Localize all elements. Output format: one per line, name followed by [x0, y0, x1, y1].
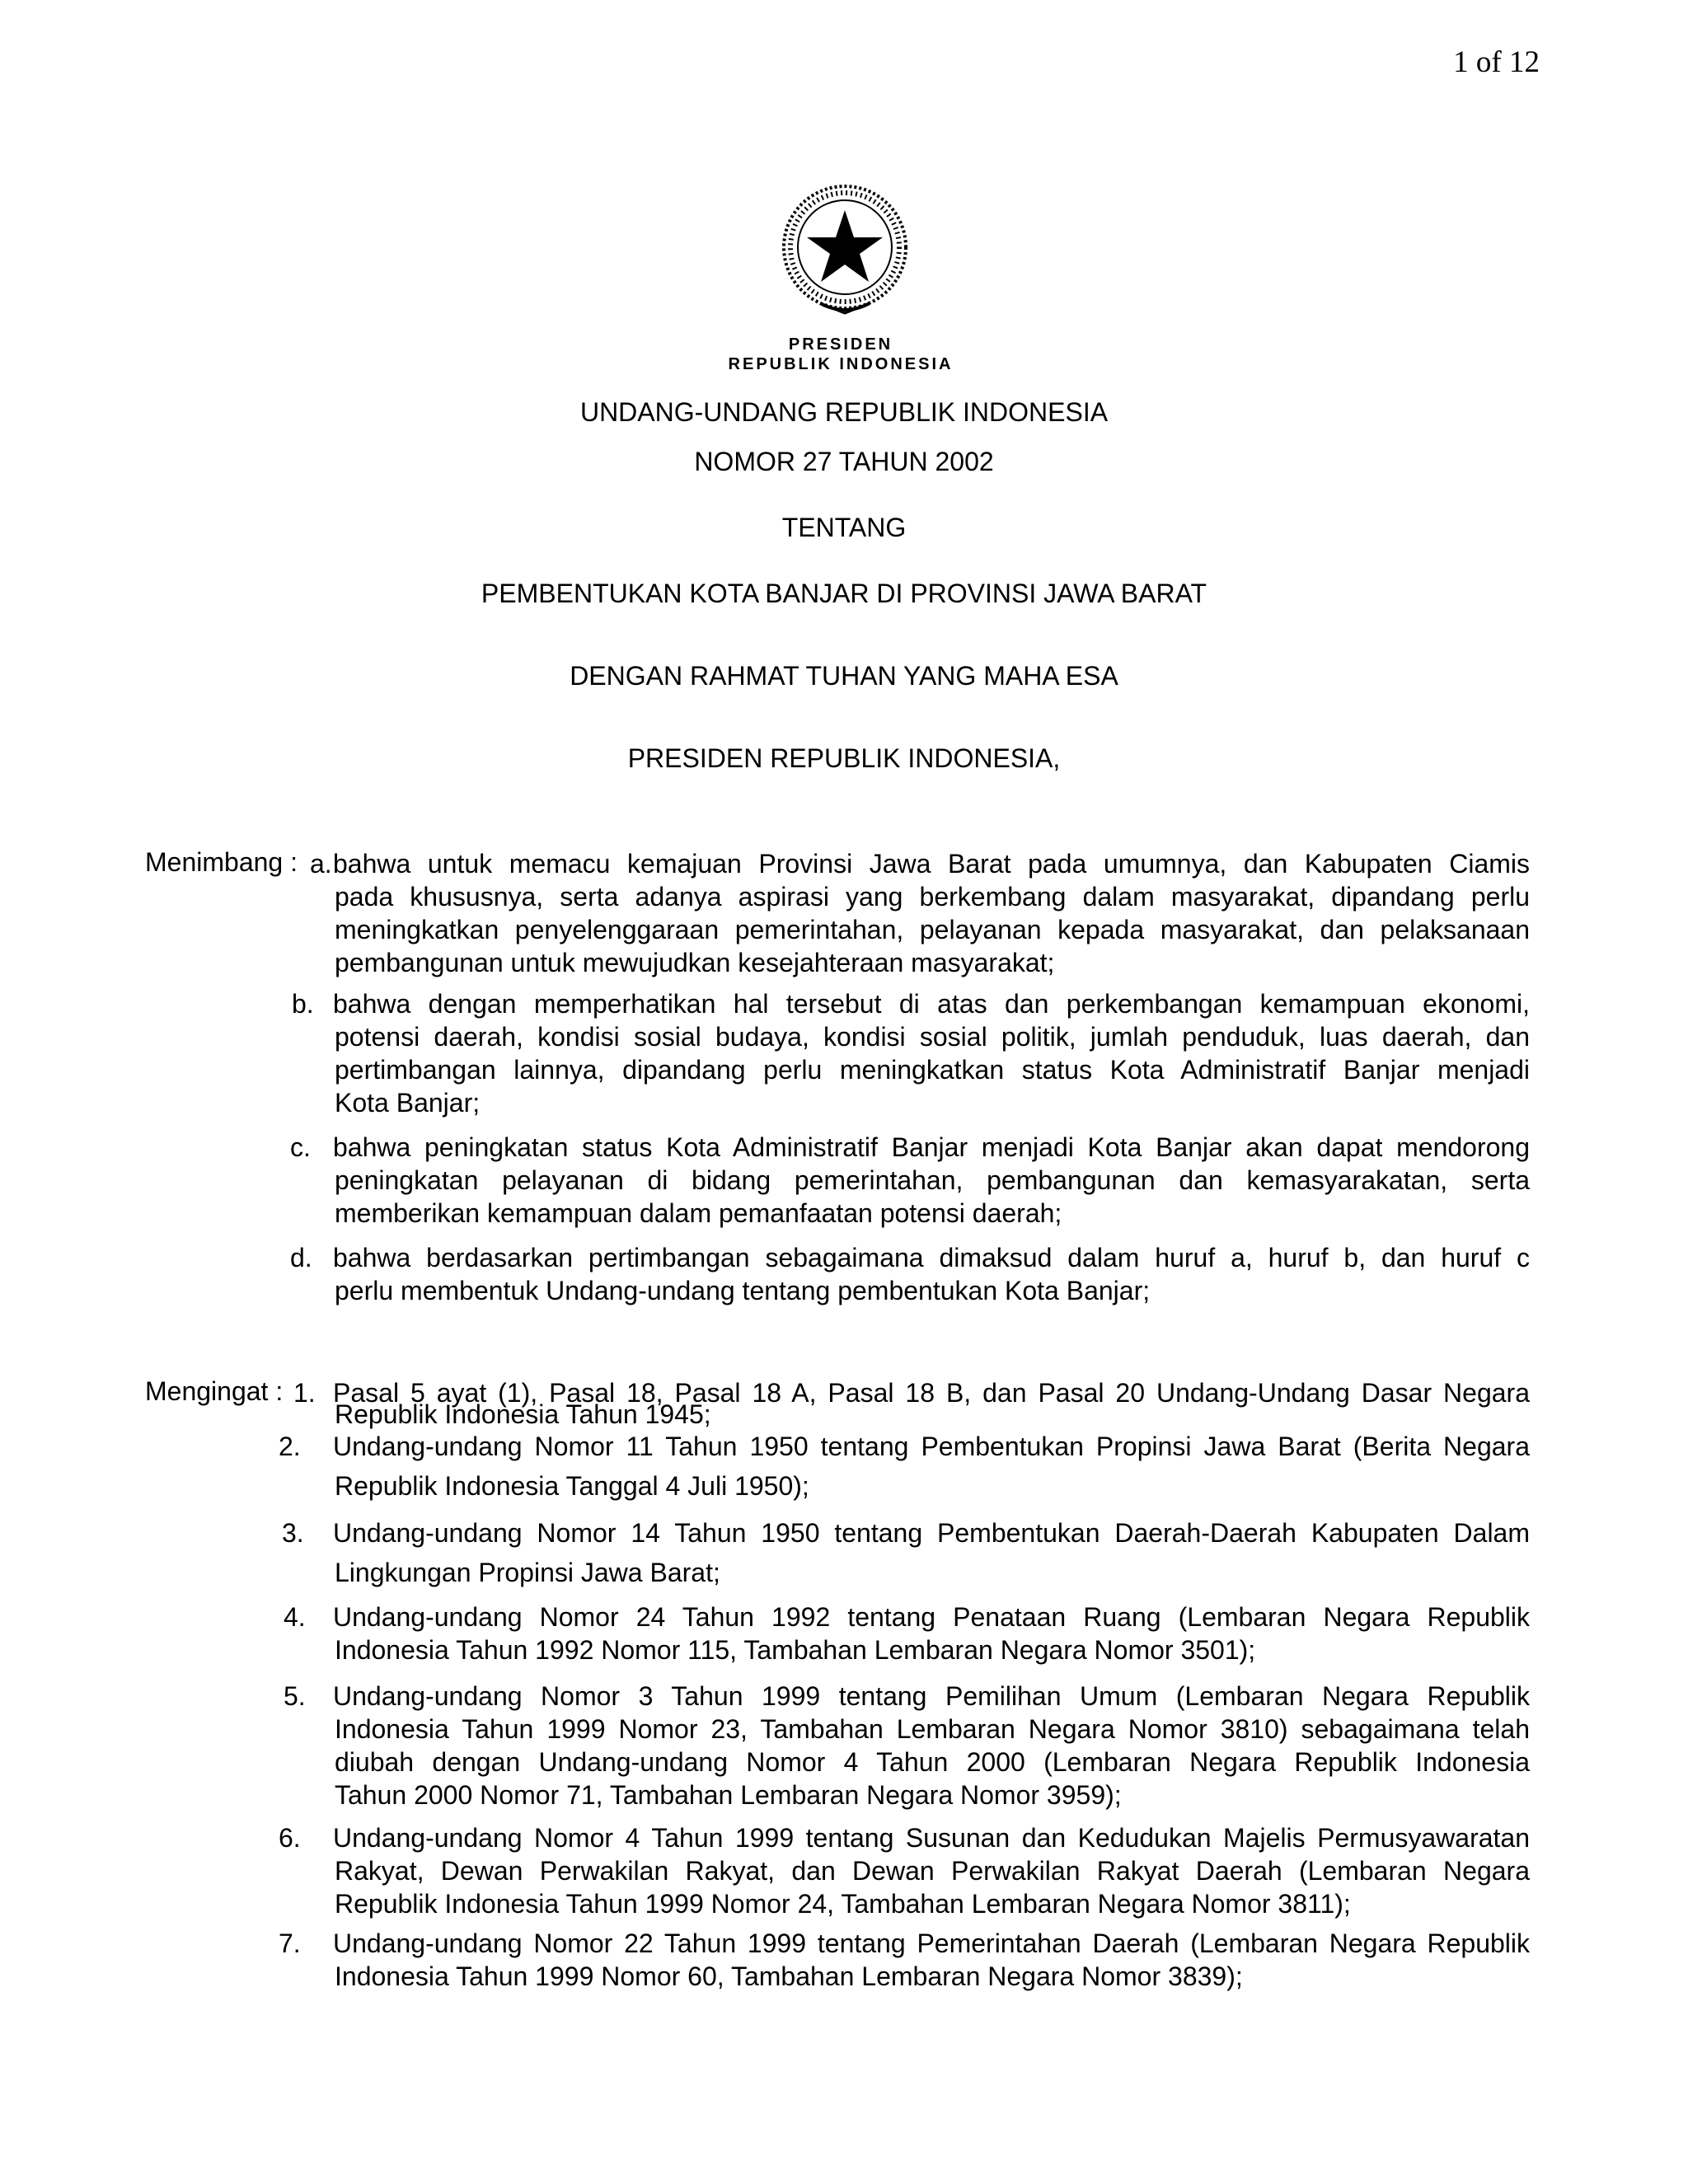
law-subject: PEMBENTUKAN KOTA BANJAR DI PROVINSI JAWA BARAT	[481, 579, 1207, 608]
item-line	[279, 1927, 1530, 1960]
item-marker: b.	[292, 989, 314, 1019]
item-text: Undang-undang Nomor 24 Tahun 1992 tentang Penataan Ruang (Lembaran Negara Republik	[333, 1602, 1530, 1632]
item-line: Indonesia Tahun 1999 Nomor 23, Tambahan Lembaran Negara Nomor 3810) sebagaimana telah	[335, 1714, 1530, 1744]
item-line: perlu membentuk Undang-undang tentang pembentukan Kota Banjar;	[335, 1276, 1151, 1305]
about-heading: TENTANG	[781, 513, 907, 542]
item-text: Undang-undang Nomor 4 Tahun 1999 tentang Susunan dan Kedudukan Majelis Permusyawaratan	[333, 1823, 1530, 1853]
item-text: Pasal 5 ayat (1), Pasal 18, Pasal 18 A, Pasal 18 B, dan Pasal 20 Undang-Undang Dasar Negara	[333, 1378, 1530, 1408]
emblem-caption-line2: REPUBLIK INDONESIA	[728, 355, 954, 373]
item-line	[292, 987, 1530, 1020]
mengingat-item	[293, 1376, 1530, 1431]
item-line	[284, 1601, 1530, 1633]
menimbang-item	[290, 1131, 1530, 1230]
emblem-caption	[659, 335, 1022, 374]
item-line: pertimbangan lainnya, dipandang perlu meningkatkan status Kota Administratif Banjar menjadi	[335, 1055, 1530, 1085]
item-line: Republik Indonesia Tanggal 4 Juli 1950);	[335, 1471, 809, 1501]
item-line	[279, 1821, 1530, 1854]
item-line: Republik Indonesia Tahun 1945;	[335, 1399, 711, 1429]
item-marker: c.	[290, 1132, 311, 1162]
item-marker: 1.	[293, 1378, 316, 1408]
menimbang-item	[290, 1241, 1530, 1307]
item-text: bahwa peningkatan status Kota Administratif Banjar menjadi Kota Banjar akan dapat mendorong	[333, 1132, 1530, 1162]
item-text: Undang-undang Nomor 11 Tahun 1950 tentang Pembentukan Propinsi Jawa Barat (Berita Negara	[333, 1432, 1530, 1461]
item-text: Undang-undang Nomor 22 Tahun 1999 tentang Pemerintahan Daerah (Lembaran Negara Republik	[333, 1929, 1530, 1958]
item-line	[279, 1430, 1530, 1463]
item-text: Undang-undang Nomor 14 Tahun 1950 tentang Pembentukan Daerah-Daerah Kabupaten Dalam	[333, 1518, 1530, 1548]
law-number: NOMOR 27 TAHUN 2002	[694, 447, 994, 476]
item-line: Indonesia Tahun 1992 Nomor 115, Tambahan Lembaran Negara Nomor 3501);	[335, 1635, 1256, 1665]
item-line: Tahun 2000 Nomor 71, Tambahan Lembaran Negara Nomor 3959);	[335, 1780, 1122, 1810]
item-text: bahwa dengan memperhatikan hal tersebut di atas dan perkembangan kemampuan ekonomi,	[333, 989, 1530, 1019]
mengingat-label: Mengingat :	[145, 1376, 284, 1406]
emblem-caption-line1: PRESIDEN	[788, 335, 893, 354]
blessing-line: DENGAN RAHMAT TUHAN YANG MAHA ESA	[570, 661, 1118, 691]
item-marker: 7.	[279, 1929, 301, 1958]
law-title: UNDANG-UNDANG REPUBLIK INDONESIA	[579, 397, 1109, 427]
item-line	[290, 1241, 1530, 1274]
item-text: Undang-undang Nomor 3 Tahun 1999 tentang Pemilihan Umum (Lembaran Negara Republik	[333, 1681, 1530, 1711]
mengingat-item	[284, 1680, 1530, 1811]
item-line: diubah dengan Undang-undang Nomor 4 Tahun 2000 (Lembaran Negara Republik Indonesia	[335, 1747, 1530, 1777]
issuer-line: PRESIDEN REPUBLIK INDONESIA,	[627, 743, 1061, 773]
item-marker: a.	[310, 849, 332, 879]
item-line	[284, 1680, 1530, 1713]
mengingat-item	[284, 1601, 1530, 1666]
menimbang-item	[292, 987, 1530, 1119]
item-line	[310, 847, 1530, 880]
item-line	[282, 1516, 1530, 1549]
item-line: Republik Indonesia Tahun 1999 Nomor 24, Tambahan Lembaran Negara Nomor 3811);	[335, 1889, 1351, 1919]
item-line: pembangunan untuk mewujudkan kesejahteraan masyarakat;	[335, 948, 1055, 977]
item-marker: d.	[290, 1243, 312, 1272]
item-marker: 6.	[279, 1823, 301, 1853]
mengingat-item	[279, 1927, 1530, 1993]
item-line: memberikan kemampuan dalam pemanfaatan potensi daerah;	[335, 1198, 1062, 1228]
item-line: peningkatan pelayanan di bidang pemerintahan, pembangunan dan kemasyarakatan, serta	[335, 1165, 1530, 1195]
star-in-wreath-icon	[775, 180, 915, 320]
item-text: bahwa berdasarkan pertimbangan sebagaimana dimaksud dalam huruf a, huruf b, dan huruf c	[333, 1243, 1530, 1272]
item-line: Rakyat, Dewan Perwakilan Rakyat, dan Dewan Perwakilan Rakyat Daerah (Lembaran Negara	[335, 1856, 1530, 1886]
item-marker: 4.	[284, 1602, 306, 1632]
item-line: Lingkungan Propinsi Jawa Barat;	[335, 1558, 720, 1587]
menimbang-label: Menimbang :	[145, 847, 298, 877]
menimbang-item	[310, 847, 1530, 979]
mengingat-item	[279, 1821, 1530, 1920]
mengingat-item	[282, 1516, 1530, 1589]
item-marker: 5.	[284, 1681, 306, 1711]
item-line	[290, 1131, 1530, 1164]
item-marker: 3.	[282, 1518, 304, 1548]
mengingat-item	[279, 1430, 1530, 1502]
item-line: pada khususnya, serta adanya aspirasi yang berkembang dalam masyarakat, dipandang perlu	[335, 882, 1530, 912]
page-number: 1 of 12	[1453, 45, 1540, 79]
item-line: Kota Banjar;	[335, 1088, 481, 1118]
item-text: bahwa untuk memacu kemajuan Provinsi Jawa Barat pada umumnya, dan Kabupaten Ciamis	[333, 849, 1530, 879]
item-line: meningkatkan penyelenggaraan pemerintahan, pelayanan kepada masyarakat, dan pelaksanaan	[335, 915, 1530, 944]
item-line: potensi daerah, kondisi sosial budaya, kondisi sosial politik, jumlah penduduk, luas daerah, dan	[335, 1022, 1530, 1052]
item-marker: 2.	[279, 1432, 301, 1461]
item-line: Indonesia Tahun 1999 Nomor 60, Tambahan Lembaran Negara Nomor 3839);	[335, 1961, 1243, 1991]
